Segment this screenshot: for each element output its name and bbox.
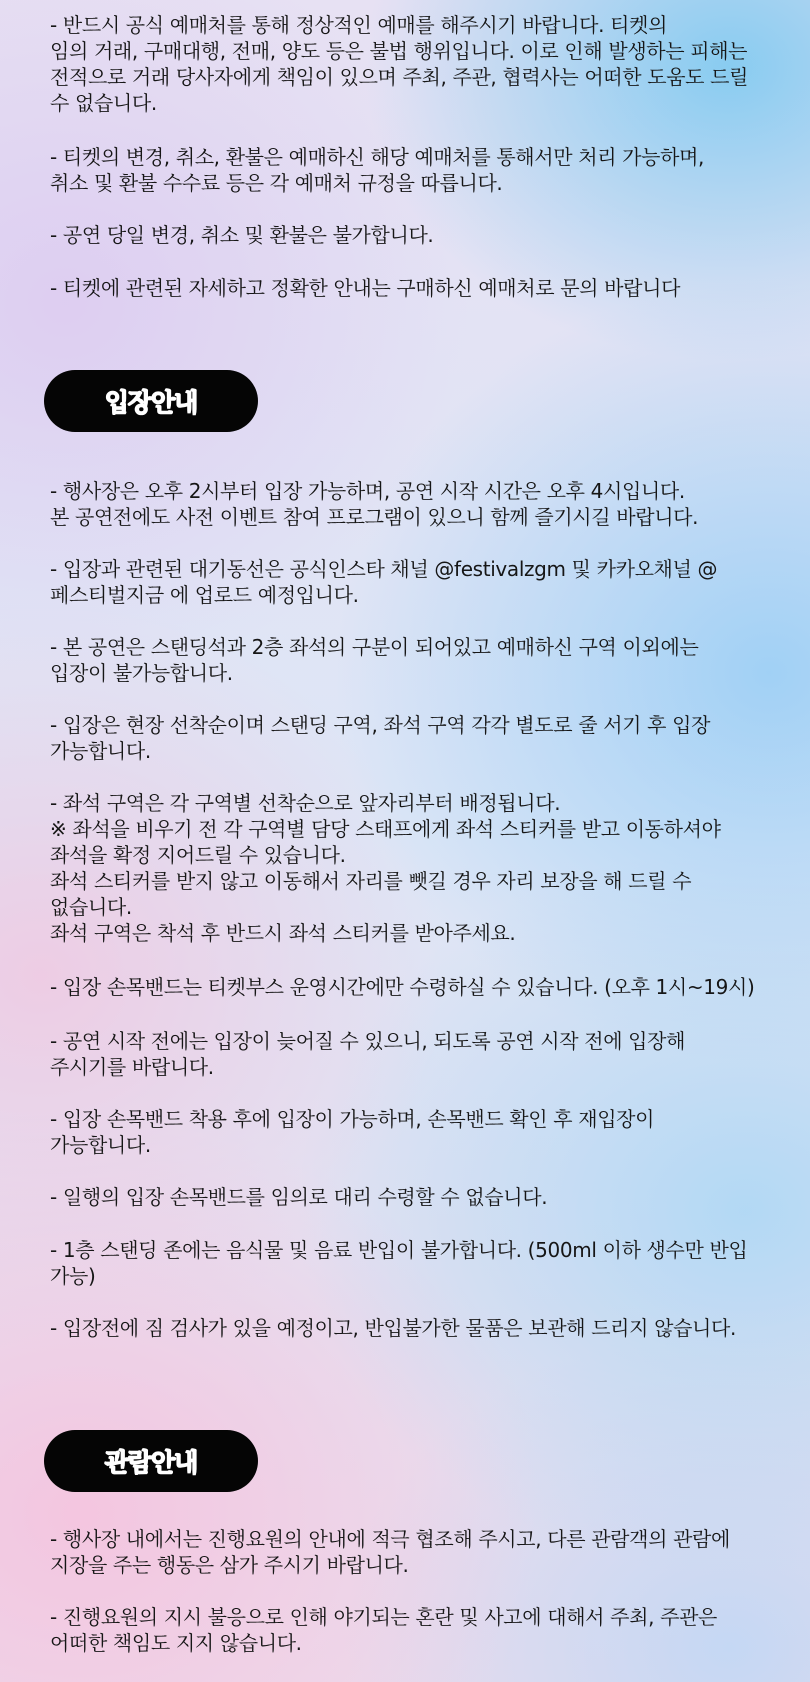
entry-notice-1: - 행사장은 오후 2시부터 입장 가능하며, 공연 시작 시간은 오후 4시입니다. 본 공연전에도 사전 이벤트 참여 프로그램이 있으니 함께 즐기시길 바랍니다. — [50, 479, 699, 529]
entry-notice-11: - 입장전에 짐 검사가 있을 예정이고, 반입불가한 물품은 보관해 드리지 않습니다. — [50, 1316, 736, 1340]
entry-notice-7: - 공연 시작 전에는 입장이 늦어질 수 있으니, 되도록 공연 시작 전에 입장해 주시기를 바랍니다. — [50, 1029, 686, 1079]
entry-notice-6: - 입장 손목밴드는 티켓부스 운영시간에만 수령하실 수 있습니다. (오후 1시~19시) — [50, 975, 755, 999]
entry-notice-8: - 입장 손목밴드 착용 후에 입장이 가능하며, 손목밴드 확인 후 재입장이 가능합니다. — [50, 1107, 655, 1157]
entry-notice-9: - 일행의 입장 손목밴드를 임의로 대리 수령할 수 없습니다. — [50, 1185, 548, 1209]
ticket-notice-4: - 티켓에 관련된 자세하고 정확한 안내는 구매하신 예매처로 문의 바랍니다 — [50, 276, 681, 300]
entry-section-title: 입장안내 — [44, 370, 258, 432]
ticket-notice-2: - 티켓의 변경, 취소, 환불은 예매하신 해당 예매처를 통해서만 처리 가능하며, 취소 및 환불 수수료 등은 각 예매처 규정을 따릅니다. — [50, 145, 705, 195]
viewing-section-title: 관람안내 — [44, 1430, 258, 1492]
entry-notice-2: - 입장과 관련된 대기동선은 공식인스타 채널 @festivalzgm 및 카카오채널 @ 페스티벌지금 에 업로드 예정입니다. — [50, 557, 718, 607]
ticket-notice-3: - 공연 당일 변경, 취소 및 환불은 불가합니다. — [50, 223, 434, 247]
viewing-notice-1: - 행사장 내에서는 진행요원의 안내에 적극 협조해 주시고, 다른 관람객의 관람에 지장을 주는 행동은 삼가 주시기 바랍니다. — [50, 1527, 730, 1577]
entry-notice-4: - 입장은 현장 선착순이며 스탠딩 구역, 좌석 구역 각각 별도로 줄 서기 후 입장 가능합니다. — [50, 713, 711, 763]
entry-notice-5: - 좌석 구역은 각 구역별 선착순으로 앞자리부터 배정됩니다. ※ 좌석을 비우기 전 각 구역별 담당 스태프에게 좌석 스티커를 받고 이동하셔야 좌석을 확정 지어드릴 수 있습니다. 좌석 스티커를 받지 않고 이동해서 자리를 뺏길 경우 자리 보장을 해 드릴 수 없습니다. 좌석 구역은 착석 후 반드시 좌석 스티커를 받아주세요. — [50, 791, 721, 945]
viewing-notice-2: - 진행요원의 지시 불응으로 인해 야기되는 혼란 및 사고에 대해서 주최, 주관은 어떠한 책임도 지지 않습니다. — [50, 1605, 718, 1655]
entry-notice-3: - 본 공연은 스탠딩석과 2층 좌석의 구분이 되어있고 예매하신 구역 이외에는 입장이 불가능합니다. — [50, 635, 699, 685]
ticket-notice-1: - 반드시 공식 예매처를 통해 정상적인 예매를 해주시기 바랍니다. 티켓의 임의 거래, 구매대행, 전매, 양도 등은 불법 행위입니다. 이로 인해 발생하는 피해는 전적으로 거래 당사자에게 책임이 있으며 주최, 주관, 협력사는 어떠한 도움도 드릴 수 없습니다. — [50, 13, 749, 115]
entry-notice-10: - 1층 스탠딩 존에는 음식물 및 음료 반입이 불가합니다. (500ml 이하 생수만 반입 가능) — [50, 1238, 748, 1288]
